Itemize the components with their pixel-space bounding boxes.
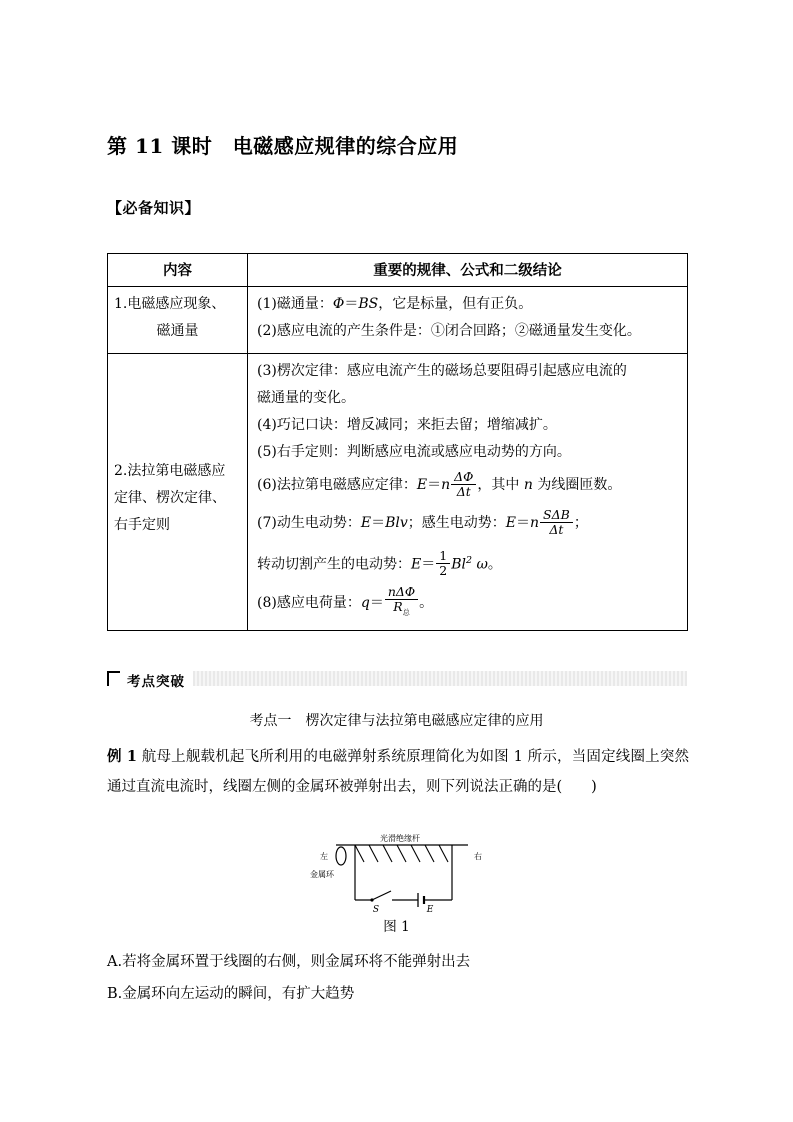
symbol-e3: E: [411, 556, 422, 573]
coil-turns: [355, 845, 448, 862]
topic-line: 1.电磁感应现象、: [114, 296, 226, 312]
rule-line-4: (4)巧记口诀：增反减同；来拒去留；增缩减扩。: [257, 417, 557, 433]
rule-line-5: (5)右手定则：判断感应电流或感应电动势的方向。: [257, 444, 571, 460]
fraction-denominator: Δt: [451, 484, 476, 499]
rules-cell-1: [248, 287, 688, 354]
symbol-n3: n: [530, 515, 540, 531]
label-metal-ring: 金属环: [310, 870, 334, 879]
rule-text: 。: [487, 556, 502, 573]
breakthrough-label: 考点突破: [127, 674, 185, 690]
equals: ＝: [421, 556, 436, 573]
rule-line-7b: [257, 542, 679, 584]
symbol-e2: E: [505, 515, 516, 531]
rule-line-3b: 磁通量的变化。: [257, 390, 355, 406]
figure-caption: 图 1: [383, 919, 410, 935]
rule-text: (7)动生电动势：: [257, 515, 361, 531]
breakthrough-banner: [107, 670, 687, 690]
fraction-one-half: [436, 549, 450, 578]
symbol-r: R: [393, 599, 403, 615]
metal-ring: [336, 847, 346, 865]
answer-options: [107, 946, 689, 1010]
rule-text: ；: [573, 515, 588, 531]
subscript-total: 总: [402, 608, 410, 617]
fraction-denominator: 2: [436, 563, 450, 578]
symbol-phi: Φ: [332, 296, 345, 312]
label-battery-e: E: [426, 905, 434, 915]
rule-text: 。: [419, 594, 434, 611]
symbol-e1: E: [360, 515, 372, 531]
switch-blade: [372, 891, 391, 900]
fraction-denominator: [385, 599, 418, 617]
rule-line-8: [257, 584, 679, 622]
equals: ＝: [427, 477, 442, 493]
label-switch-s: S: [372, 905, 380, 915]
symbol-bl: Bl: [451, 556, 466, 573]
fraction-numerator: 1: [439, 548, 448, 564]
fraction-s-delta-b-delta-t: [540, 508, 573, 537]
topic-cell-1: [108, 287, 248, 354]
rule-text: ，其中: [477, 477, 524, 493]
symbol-blv: Blv: [385, 515, 408, 531]
fraction-denominator: Δt: [540, 522, 573, 537]
kaodian-one-heading: 考点一 楞次定律与法拉第电磁感应定律的应用: [249, 713, 544, 729]
table-header-content: 内容: [108, 254, 248, 287]
label-smooth-insulating-rod: 光滑绝缘杆: [380, 834, 420, 843]
equals: ＝: [344, 296, 359, 312]
corner-bracket-icon: [107, 671, 120, 686]
knowledge-table: [107, 253, 688, 631]
table-header-rules: 重要的规律、公式和二级结论: [248, 254, 688, 287]
example-text: 航母上舰载机起飞所利用的电磁弹射系统原理简化为如图 1 所示，当固定线圈上突然通过直流电流时，线圈左侧的金属环被弹射出去，则下列说法正确的是( ): [107, 749, 689, 795]
rule-text: (6)法拉第电磁感应定律：: [257, 477, 417, 493]
rule-text: ，它是标量，但有正负。: [378, 296, 533, 312]
equals: ＝: [371, 515, 386, 531]
table-row: [108, 287, 688, 354]
rule-text: (8)感应电荷量：: [257, 594, 361, 611]
symbol-omega: ω: [472, 556, 488, 573]
symbol-n2: n: [523, 477, 533, 493]
prep-knowledge-heading: 【必备知识】: [107, 199, 201, 217]
table-row: [108, 354, 688, 631]
table-header-row: [108, 254, 688, 287]
fraction-delta-phi-delta-t: [451, 470, 476, 499]
rule-line-3a: (3)楞次定律：感应电流产生的磁场总要阻碍引起感应电流的: [257, 363, 627, 379]
rule-line-7: [257, 504, 679, 542]
equals: ＝: [516, 515, 530, 531]
example-number: 例 1: [107, 748, 138, 765]
fraction-n-delta-phi-r: [385, 585, 418, 617]
page-title: 第 11 课时 电磁感应规律的综合应用: [107, 134, 459, 158]
rule-text: (1)磁通量：: [257, 296, 333, 312]
fraction-numerator: ΔΦ: [454, 468, 474, 484]
topic-line: 右手定则: [114, 517, 170, 533]
rule-text: 为线圈匝数。: [532, 477, 622, 493]
topic-line: 2.法拉第电磁感应: [114, 463, 226, 479]
symbol-n: n: [441, 477, 451, 493]
banner-gradient-bar: [193, 671, 687, 686]
symbol-e: E: [416, 477, 428, 493]
topic-line: 磁通量: [156, 323, 199, 339]
label-left: 左: [320, 852, 328, 861]
topic-line: 定律、楞次定律、: [114, 490, 226, 506]
symbol-q: q: [360, 594, 370, 611]
fraction-numerator: nΔΦ: [387, 584, 416, 600]
option-a: A.若将金属环置于线圈的右侧，则金属环将不能弹射出去: [107, 954, 471, 970]
rule-line-1: [257, 291, 679, 318]
rule-text: ；感生电动势：: [407, 515, 506, 531]
rule-line-2: (2)感应电流的产生条件是：①闭合回路；②磁通量发生变化。: [257, 323, 641, 339]
example-paragraph: [107, 742, 689, 802]
topic-cell-2: [108, 354, 248, 631]
rule-text: 转动切割产生的电动势：: [257, 556, 411, 573]
label-right: 右: [474, 852, 482, 861]
fraction-numerator: SΔB: [543, 506, 570, 522]
option-b: B.金属环向左运动的瞬间，有扩大趋势: [107, 986, 355, 1002]
rule-line-6: [257, 466, 679, 504]
symbol-bs: BS: [358, 296, 379, 312]
exponent-two: 2: [465, 555, 472, 566]
equals: ＝: [369, 594, 384, 611]
rules-cell-2: [248, 354, 688, 631]
